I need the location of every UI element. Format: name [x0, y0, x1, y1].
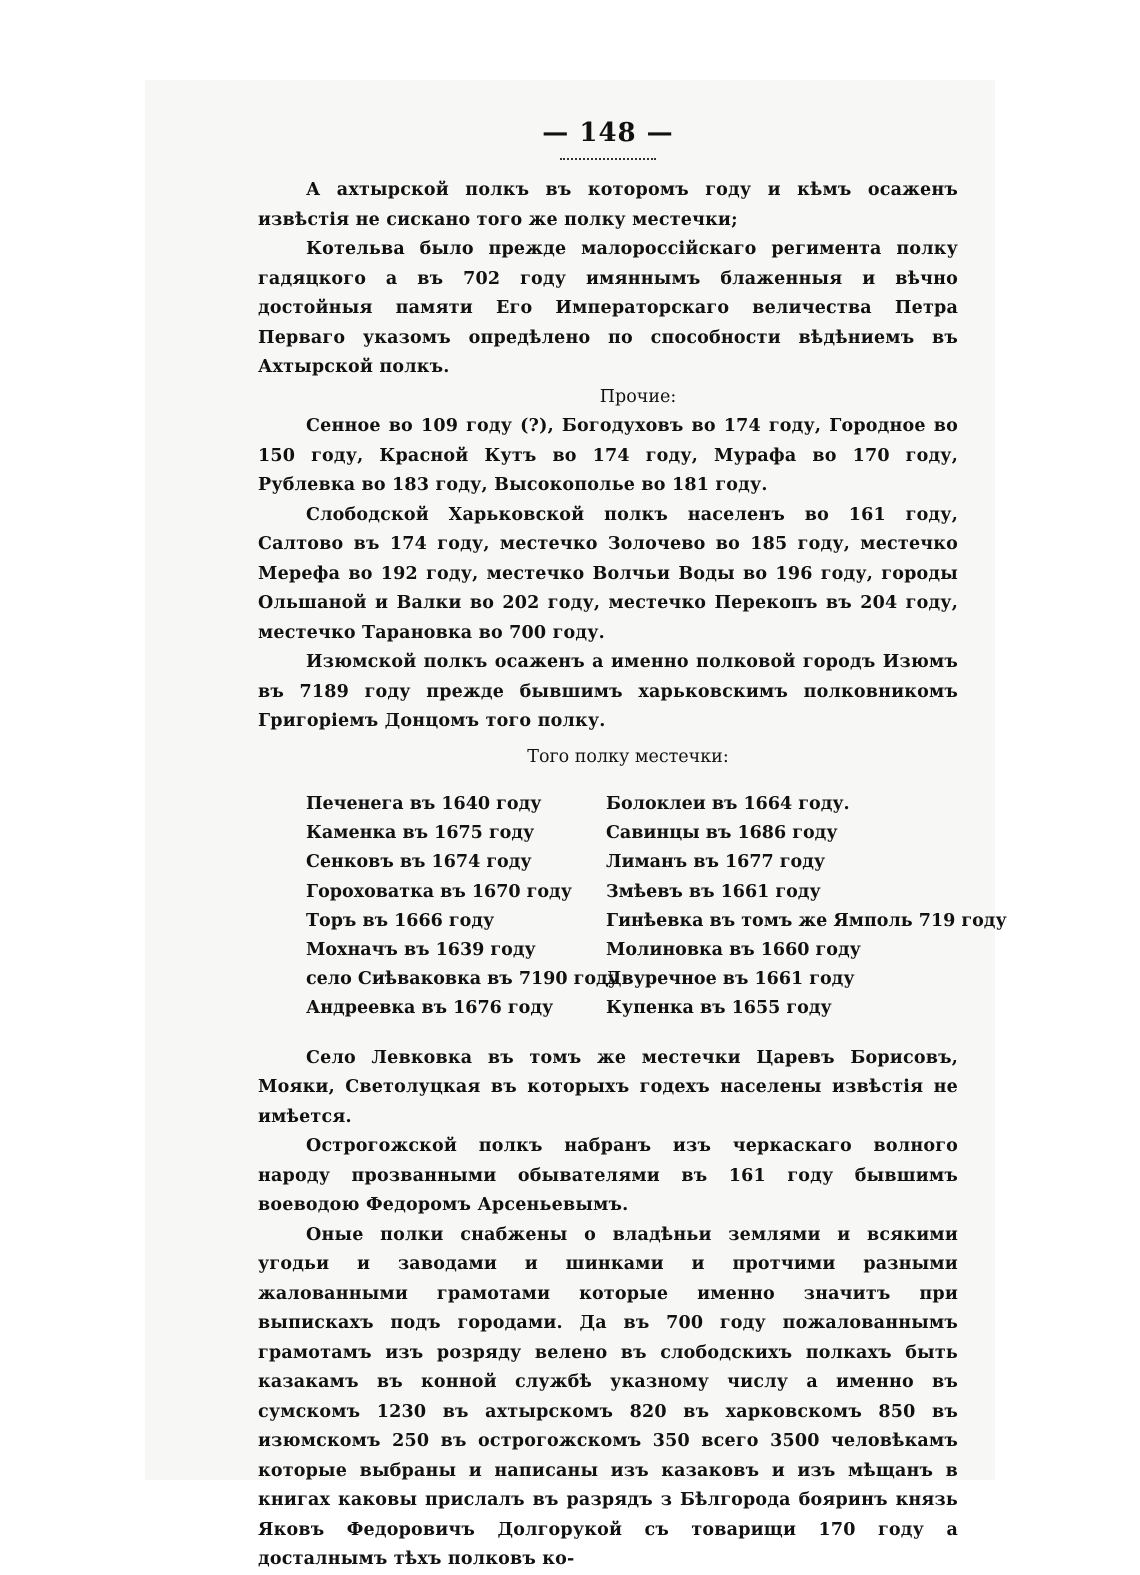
paragraph-slobodskoy: Слободской Харьковской полкъ населенъ во 161 году, Салтово въ 174 году, местечко Золочево во 185 году, местечко Мерефа во 192 году, местечко Волчьи Воды во 196 году, городы Ольшаной и Валки во 202 году, местечко Перекопъ въ 204 году, местечко Тарановка во 700 году.: [258, 504, 958, 643]
paragraph-ostrogozhsky: Острогожской полкъ набранъ изъ черкаскаго волного народу прозванными обывателями въ 161 году бывшимъ воеводою Федоромъ Арсеньевымъ.: [258, 1136, 958, 1216]
heading-prochie: Прочие:: [599, 386, 677, 407]
town-left-2: Каменка въ 1675 году: [306, 823, 535, 844]
town-left-1: Печенега въ 1640 году: [306, 794, 542, 814]
town-left-6: Мохначъ въ 1639 году: [306, 940, 536, 961]
towns-list: [306, 790, 1007, 1024]
town-right-6: Молиновка въ 1660 году: [606, 940, 861, 961]
paragraph-akhtyrsky: А ахтырской полкъ въ которомъ году и кѣмъ осаженъ извѣстія не сискано того же полку местечки;: [258, 180, 958, 230]
town-right-3: Лиманъ въ 1677 году: [606, 852, 826, 873]
page-number: — 148 —: [542, 118, 674, 148]
town-right-8: Купенка въ 1655 году: [606, 998, 832, 1019]
town-right-4: Змѣевъ въ 1661 году: [606, 881, 821, 902]
paragraph-izyumsky: Изюмской полкъ осаженъ а именно полковой городъ Изюмъ въ 7189 году прежде бывшимъ харьковскимъ полковникомъ Григоріемъ Донцомъ того полку.: [258, 652, 958, 731]
page-number-underline: [560, 154, 656, 160]
heading-mestechki: Того полку местечки:: [527, 746, 729, 767]
town-right-2: Савинцы въ 1686 году: [606, 823, 838, 844]
town-left-7: село Сиѣваковка въ 7190 году: [306, 969, 619, 990]
paragraph-onye-polki: Оные полки снабжены о владѣньи землями и всякими угодьи и заводами и шинками и протчими разными жалованными грамотами которые именно значитъ при выпискахъ подъ городами. Да въ 700 году пожалованнымъ грамотамъ изъ розряду велено въ слободскихъ полкахъ быть казакамъ въ конной службѣ указному числу а именно въ сумскомъ 1230 въ ахтырскомъ 820 въ харковскомъ 850 въ изюмскомъ 250 въ острогожскомъ 350 всего 3500 человѣкамъ которые выбраны и написаны изъ казаковъ и изъ мѣщанъ в книгах каковы прислалъ въ разрядъ з Бѣлгорода бояринъ князь Яковъ Федоровичъ Долгорукой съ товарищи 170 году а досталнымъ тѣхъ полковъ ко-: [258, 1224, 958, 1570]
town-left-5: Торъ въ 1666 году: [306, 910, 495, 931]
town-left-3: Сенковъ въ 1674 году: [306, 852, 532, 873]
paragraph-sennoe: Сенное во 109 году (?), Богодуховъ во 174 году, Городное во 150 году, Красной Кутъ во 174 году, Мурафа во 170 году, Рублевка во 183 году, Высокополье во 181 году.: [258, 416, 958, 495]
town-right-1: Болоклеи въ 1664 году.: [606, 794, 850, 814]
town-left-8: Андреевка въ 1676 году: [306, 998, 554, 1019]
paragraph-levkovka: Село Левковка въ томъ же местечки Царевъ Борисовъ, Мояки, Светолуцкая въ которыхъ годехъ населены извѣстія не имѣется.: [258, 1047, 958, 1127]
town-right-5: Гинѣевка въ томъ же Ямполь 719 году: [606, 910, 1007, 931]
paragraph-kotelva: Котельва было прежде малороссійскаго регимента полку гадяцкого а въ 702 году имяннымъ блаженныя и вѣчно достойныя памяти Его Императорскаго величества Петра Перваго указомъ опредѣлено по способности вѣдѣниемъ въ Ахтырской полкъ.: [258, 239, 958, 377]
town-right-7: Двуречное въ 1661 году: [606, 969, 855, 990]
page-content: [258, 118, 1007, 1575]
town-left-4: Гороховатка въ 1670 году: [306, 881, 572, 902]
